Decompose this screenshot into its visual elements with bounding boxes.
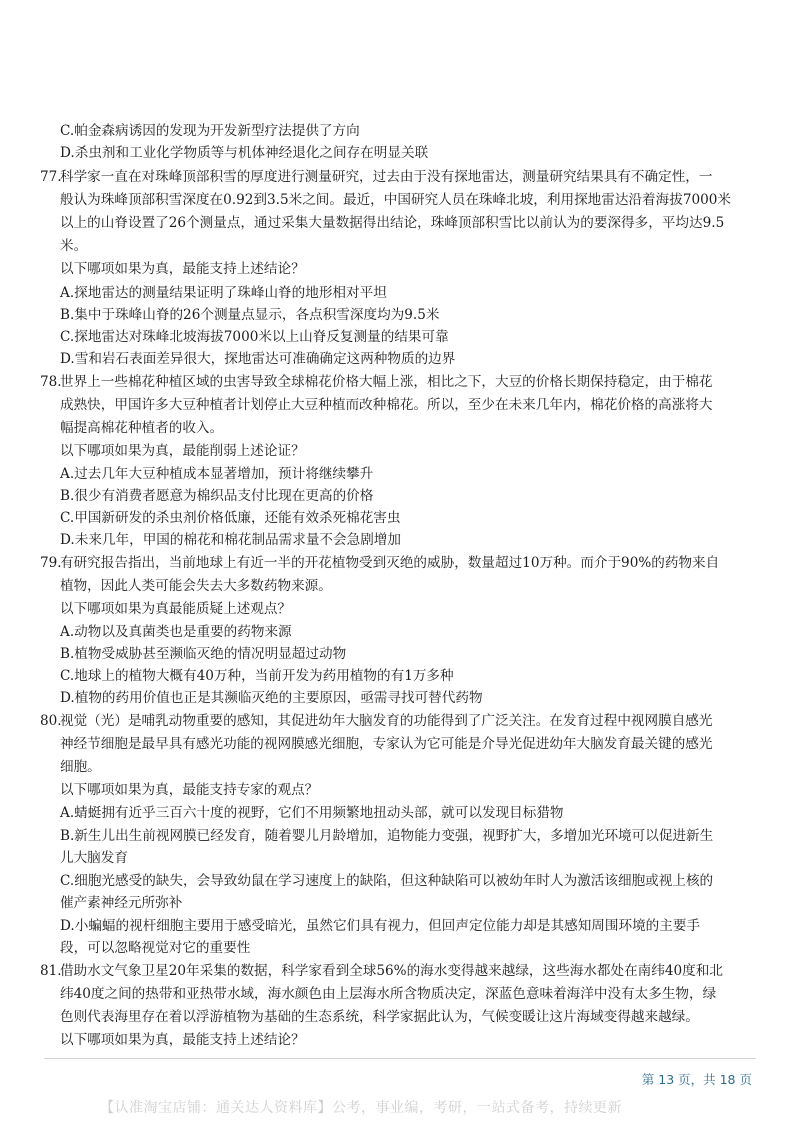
q77-number: 77. [40,169,62,185]
q78-prompt: 以下哪项如果为真，最能削弱上述论证？ [60,443,305,459]
q81-stem-line: 借助水文气象卫星20年采集的数据，科学家看到全球56%的海水变得越来越绿，这些海水都处在南纬40度和北 [60,963,723,979]
q77-prompt: 以下哪项如果为真，最能支持上述结论？ [60,261,305,277]
q79-option-d: D.植物的药用价值也正是其濒临灭绝的主要原因，亟需寻找可替代药物 [60,690,483,706]
q79-number: 79. [40,555,62,571]
q78-option-d: D.未来几年，甲国的棉花和棉花制品需求量不会急剧增加 [60,532,401,548]
q78-stem-line: 世界上一些棉花种植区域的虫害导致全球棉花价格大幅上涨，相比之下，大豆的价格长期保持稳定，由于棉花 [60,374,713,390]
page-number: 第 13 页，共 18 页 [641,1072,752,1087]
q78-option-c: C.甲国新研发的杀虫剂价格低廉，还能有效杀死棉花害虫 [60,510,401,526]
q77-option-c: C.探地雷达对珠峰北坡海拔7000米以上山脊反复测量的结果可靠 [60,329,449,345]
q78-option-b: B.很少有消费者愿意为棉织品支付比现在更高的价格 [60,488,374,504]
q79-stem-line: 有研究报告指出，当前地球上有近一半的开花植物受到灭绝的威胁，数量超过10万种。而介于90%的药物来自 [60,555,720,571]
q81-stem-line: 纬40度之间的热带和亚热带水域，海水颜色由上层海水所含物质决定，深蓝色意味着海洋中没有太多生物，绿 [60,986,717,1002]
q80-prompt: 以下哪项如果为真，最能支持专家的观点？ [60,782,319,798]
q80-option-d: D.小蝙蝠的视杆细胞主要用于感受暗光，虽然它们具有视力，但回声定位能力却是其感知周围环境的主要手 [60,918,701,934]
q78-number: 78. [40,374,62,390]
q79-prompt: 以下哪项如果为真最能质疑上述观点？ [60,601,292,617]
q79-option-b: B.植物受威胁甚至濒临灭绝的情况明显超过动物 [60,646,347,662]
q79-stem-line: 植物，因此人类可能会失去大多数药物来源。 [60,578,332,594]
q77-stem-line: 般认为珠峰顶部积雪深度在0.92到3.5米之间。最近，中国研究人员在珠峰北坡，利用探地雷达沿着海拔7000米 [60,192,732,208]
q80-option-b: B.新生儿出生前视网膜已经发育，随着婴儿月龄增加，追物能力变强，视野扩大，多增加光环境可以促进新生 [60,828,714,844]
q80-stem-line: 神经节细胞是最早具有感光功能的视网膜感光细胞，专家认为它可能是介导光促进幼年大脑发育最关键的感光 [60,736,713,752]
q80-option-b-cont: 儿大脑发育 [60,850,128,866]
q81-stem-line: 色则代表海里存在着以浮游植物为基础的生态系统，科学家据此认为，气候变暖让这片海域变得越来越绿。 [60,1009,699,1025]
q80-stem-line: 视觉（光）是哺乳动物重要的感知，其促进幼年大脑发育的功能得到了广泛关注。在发育过程中视网膜自感光 [60,713,713,729]
q79-option-a: A.动物以及真菌类也是重要的药物来源 [60,624,292,640]
footer-divider [44,1058,756,1059]
q76-option-c: C.帕金森病诱因的发现为开发新型疗法提供了方向 [60,123,360,139]
q77-stem-line: 科学家一直在对珠峰顶部积雪的厚度进行测量研究，过去由于没有探地雷达，测量研究结果具有不确定性，一 [60,169,713,185]
q80-option-a: A.蜻蜓拥有近乎三百六十度的视野，它们不用频繁地扭动头部，就可以发现目标猎物 [60,805,564,821]
q77-option-d: D.雪和岩石表面差异很大，探地雷达可准确确定这两种物质的边界 [60,351,456,367]
q79-option-c: C.地球上的植物大概有40万种，当前开发为药用植物的有1万多种 [60,668,454,684]
q81-number: 81. [40,963,62,979]
q81-prompt: 以下哪项如果为真，最能支持上述结论？ [60,1032,305,1048]
q80-stem-line: 细胞。 [60,759,101,775]
q80-number: 80. [40,713,62,729]
q80-option-d-cont: 段，可以忽略视觉对它的重要性 [60,940,251,956]
q80-option-c: C.细胞光感受的缺失，会导致幼鼠在学习速度上的缺陷，但这种缺陷可以被幼年时人为激活该细胞或视上核的 [60,873,714,889]
q78-option-a: A.过去几年大豆种植成本显著增加，预计将继续攀升 [60,466,374,482]
q77-option-a: A.探地雷达的测量结果证明了珠峰山脊的地形相对平坦 [60,285,387,301]
q77-stem-line: 米。 [60,238,88,254]
q78-stem-line: 幅提高棉花种植者的收入。 [60,420,224,436]
watermark-text: 【认准淘宝店铺：通关达人资料库】公考，事业编，考研，一站式备考，持续更新 [100,1100,622,1116]
q77-stem-line: 以上的山脊设置了26个测量点，通过采集大量数据得出结论，珠峰顶部积雪比以前认为的要深得多，平均达9.5 [60,215,725,231]
q76-option-d: D.杀虫剂和工业化学物质等与机体神经退化之间存在明显关联 [60,145,429,161]
q77-option-b: B.集中于珠峰山脊的26个测量点显示，各点积雪深度均为9.5米 [60,307,440,323]
q78-stem-line: 成熟快，甲国许多大豆种植者计划停止大豆种植而改种棉花。所以，至少在未来几年内，棉花价格的高涨将大 [60,397,713,413]
q80-option-c-cont: 催产素神经元所弥补 [60,895,183,911]
